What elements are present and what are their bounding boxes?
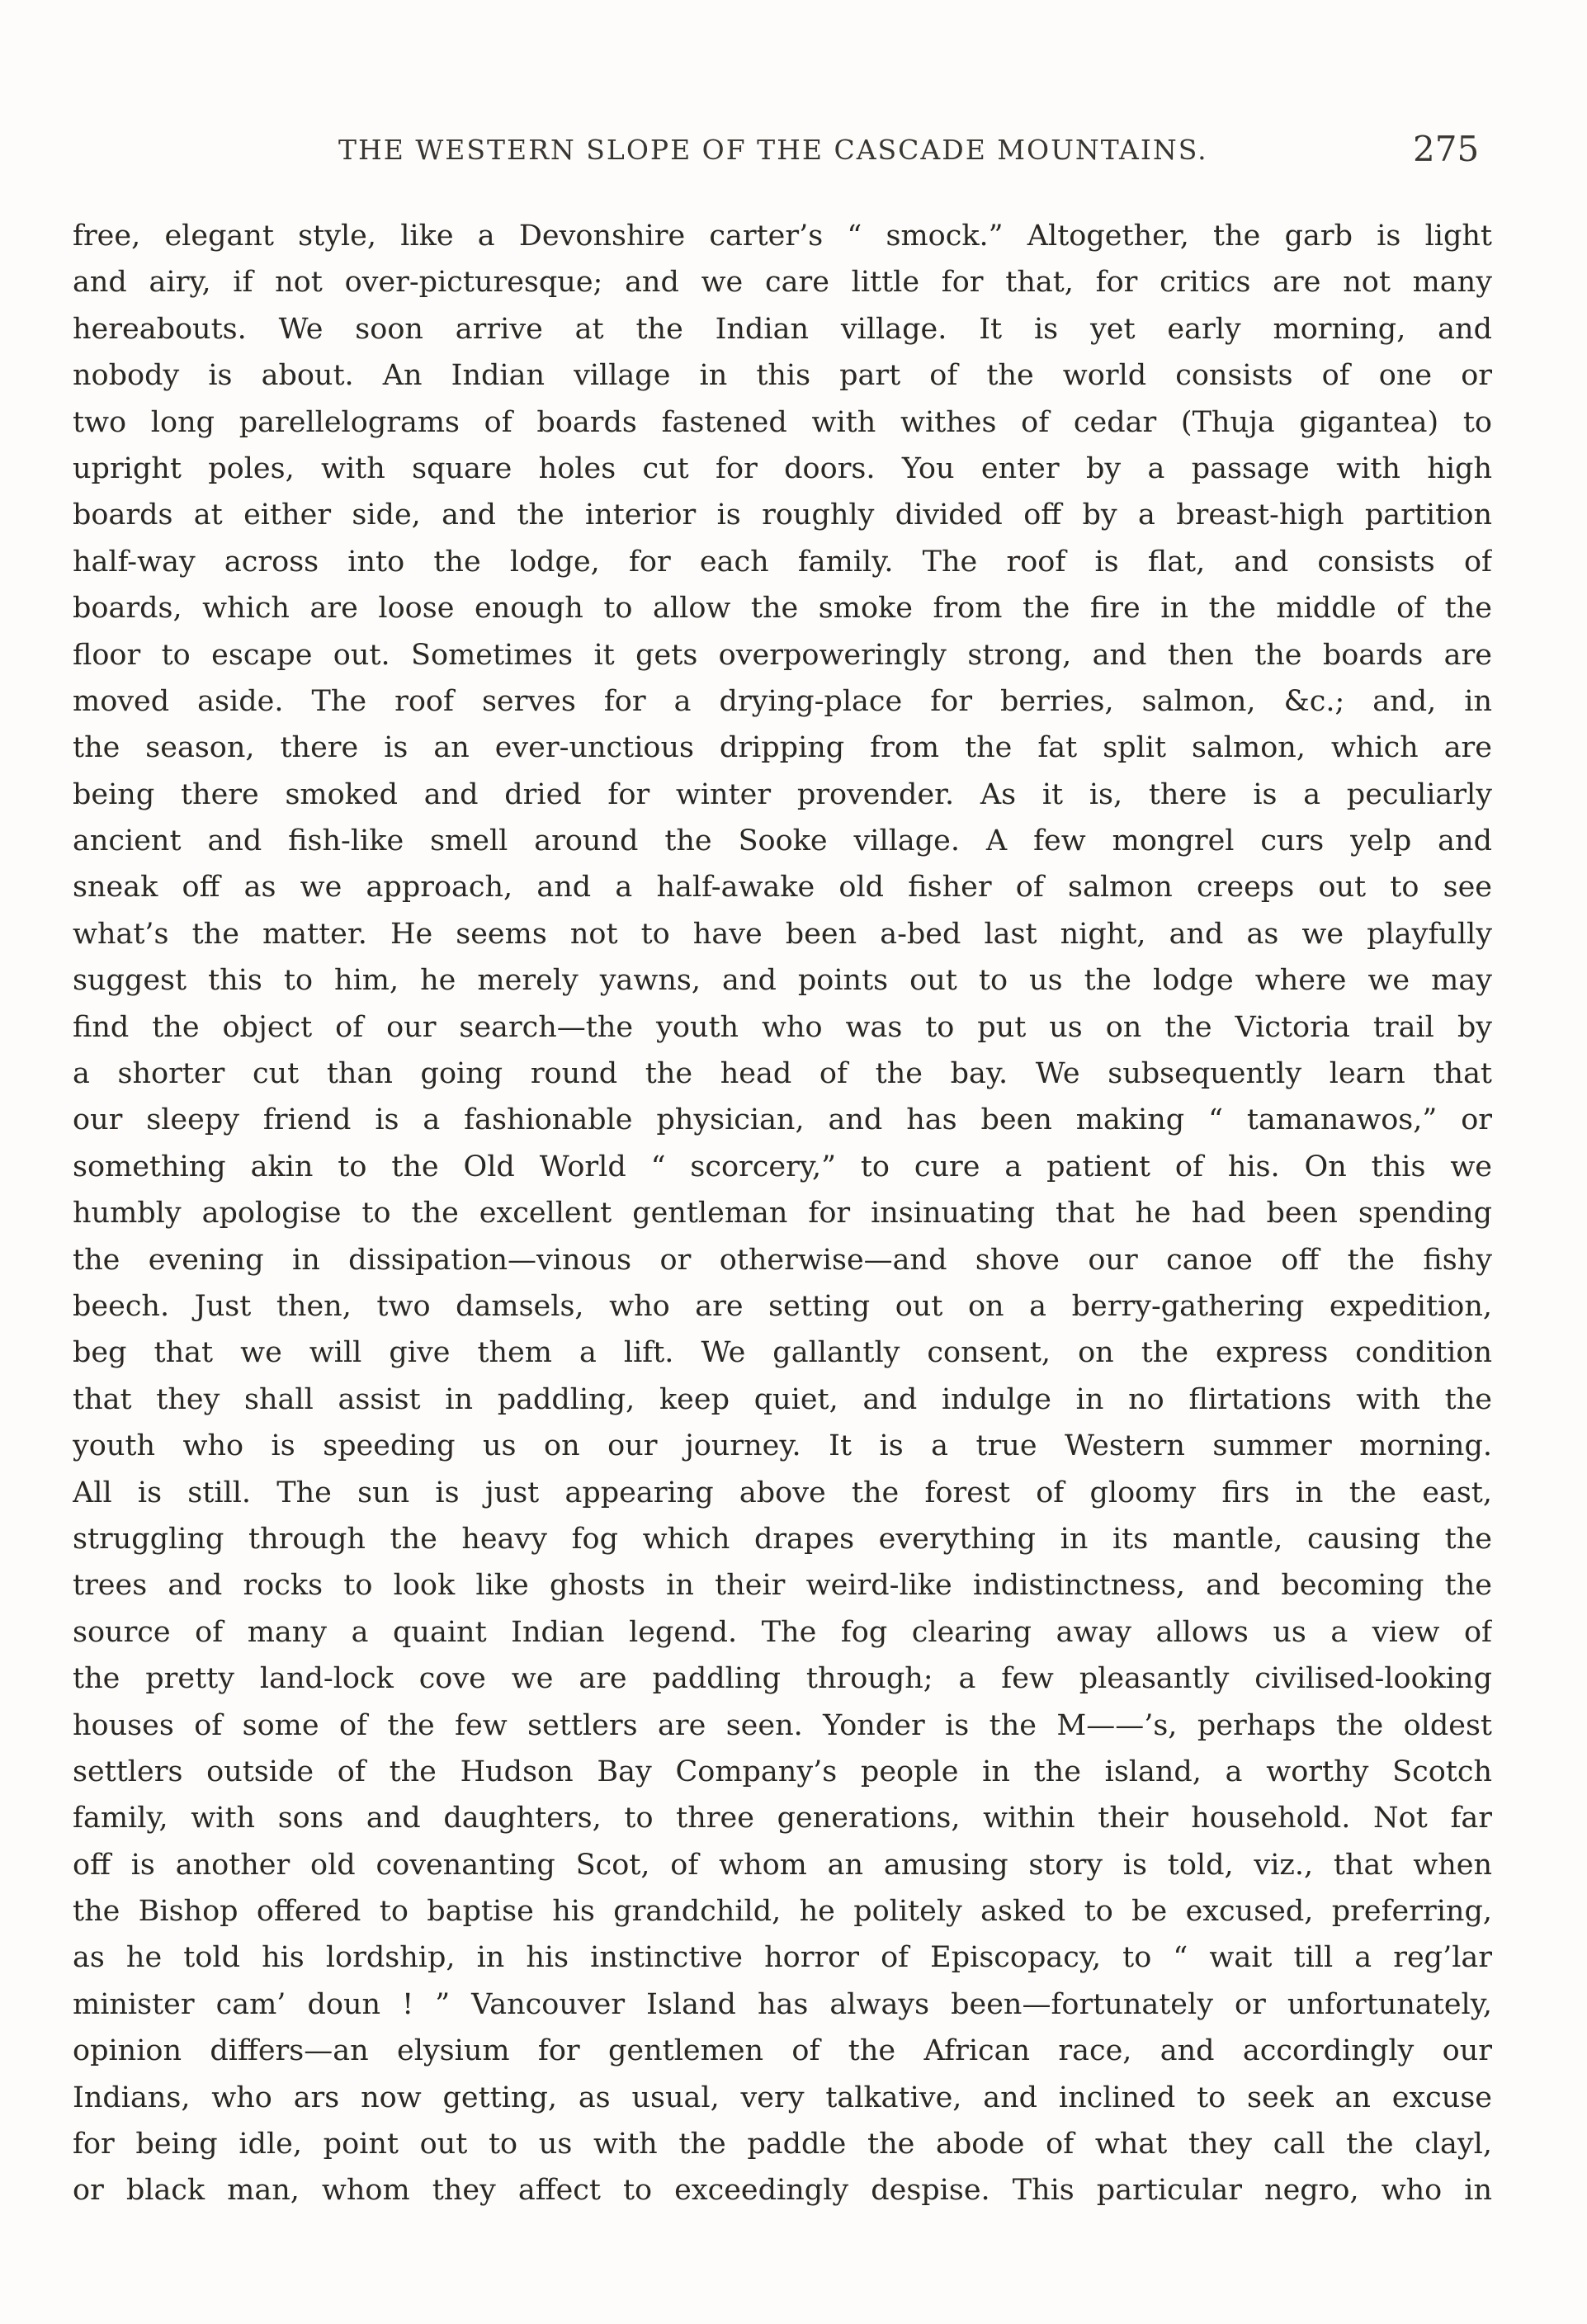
- page-number: 275: [1413, 129, 1480, 169]
- text-line: two long parellelograms of boards fastened with withes of cedar (Thuja gigantea) to: [73, 405, 1492, 439]
- text-line: something akin to the Old World “ scorcery,” to cure a patient of his. On this we: [73, 1150, 1492, 1183]
- text-line: minister cam’ doun ! ” Vancouver Island has always been—fortunately or unfortunately,: [73, 1987, 1492, 2021]
- text-line: for being idle, point out to us with the paddle the abode of what they call the clayl,: [73, 2128, 1492, 2161]
- text-line: and airy, if not over-picturesque; and we care little for that, for critics are not many: [73, 266, 1492, 300]
- text-line: being there smoked and dried for winter provender. As it is, there is a peculiarly: [73, 777, 1492, 811]
- text-line: upright poles, with square holes cut for doors. You enter by a passage with high: [73, 451, 1492, 485]
- text-line: the season, there is an ever-unctious dripping from the fat split salmon, which are: [73, 731, 1492, 765]
- text-line: a shorter cut than going round the head of the bay. We subsequently learn that: [73, 1057, 1492, 1091]
- text-line: as he told his lordship, in his instinctive horror of Episcopacy, to “ wait till a reg’lar: [73, 1941, 1492, 1975]
- text-line: humbly apologise to the excellent gentleman for insinuating that he had been spending: [73, 1197, 1492, 1230]
- text-line: beech. Just then, two damsels, who are setting out on a berry-gathering expedition,: [73, 1289, 1492, 1323]
- body-paragraph: [73, 213, 1492, 2214]
- running-title: THE WESTERN SLOPE OF THE CASCADE MOUNTAINS.: [338, 134, 1208, 166]
- text-line: struggling through the heavy fog which drapes everything in its mantle, causing the: [73, 1522, 1492, 1556]
- text-line: floor to escape out. Sometimes it gets overpoweringly strong, and then the boards are: [73, 638, 1492, 672]
- text-line: settlers outside of the Hudson Bay Company’s people in the island, a worthy Scotch: [73, 1755, 1492, 1788]
- text-line: beg that we will give them a lift. We gallantly consent, on the express condition: [73, 1336, 1492, 1370]
- text-line: boards at either side, and the interior is roughly divided off by a breast-high partition: [73, 498, 1492, 532]
- text-line: free, elegant style, like a Devonshire carter’s “ smock.” Altogether, the garb is light: [73, 220, 1492, 253]
- text-line: our sleepy friend is a fashionable physician, and has been making “ tamanawos,” or: [73, 1103, 1492, 1137]
- text-line: moved aside. The roof serves for a drying-place for berries, salmon, &c.; and, in: [73, 684, 1492, 718]
- text-line: what’s the matter. He seems not to have been a-bed last night, and as we playfully: [73, 917, 1492, 951]
- text-line: youth who is speeding us on our journey. It is a true Western summer morning.: [73, 1429, 1492, 1463]
- text-line: suggest this to him, he merely yawns, and points out to us the lodge where we may: [73, 964, 1492, 998]
- text-line: off is another old covenanting Scot, of whom an amusing story is told, viz., that when: [73, 1848, 1492, 1882]
- text-line: ancient and fish-like smell around the Sooke village. A few mongrel curs yelp and: [73, 824, 1492, 858]
- text-line: All is still. The sun is just appearing above the forest of gloomy firs in the east,: [73, 1476, 1492, 1509]
- text-line: houses of some of the few settlers are seen. Yonder is the M——’s, perhaps the oldest: [73, 1708, 1492, 1742]
- text-line: family, with sons and daughters, to three generations, within their household. Not far: [73, 1802, 1492, 1835]
- text-line: hereabouts. We soon arrive at the Indian village. It is yet early morning, and: [73, 312, 1492, 346]
- text-line: trees and rocks to look like ghosts in their weird-like indistinctness, and becoming the: [73, 1569, 1492, 1603]
- text-line: the Bishop offered to baptise his grandchild, he politely asked to be excused, preferring,: [73, 1895, 1492, 1929]
- text-line: the evening in dissipation—vinous or otherwise—and shove our canoe off the fishy: [73, 1243, 1492, 1277]
- text-line: half-way across into the lodge, for each family. The roof is flat, and consists of: [73, 545, 1492, 579]
- text-line: opinion differs—an elysium for gentlemen of the African race, and accordingly our: [73, 2034, 1492, 2068]
- text-line: sneak off as we approach, and a half-awake old fisher of salmon creeps out to see: [73, 871, 1492, 905]
- text-line: find the object of our search—the youth who was to put us on the Victoria trail by: [73, 1010, 1492, 1044]
- text-line: boards, which are loose enough to allow the smoke from the fire in the middle of the: [73, 592, 1492, 626]
- text-line: source of many a quaint Indian legend. The fog clearing away allows us a view of: [73, 1615, 1492, 1649]
- text-line: the pretty land-lock cove we are paddling through; a few pleasantly civilised-looking: [73, 1662, 1492, 1696]
- text-line: or black man, whom they affect to exceedingly despise. This particular negro, who in: [73, 2174, 1492, 2208]
- text-line: that they shall assist in paddling, keep quiet, and indulge in no flirtations with the: [73, 1382, 1492, 1416]
- text-line: nobody is about. An Indian village in this part of the world consists of one or: [73, 359, 1492, 393]
- text-line: Indians, who ars now getting, as usual, very talkative, and inclined to seek an excuse: [73, 2081, 1492, 2114]
